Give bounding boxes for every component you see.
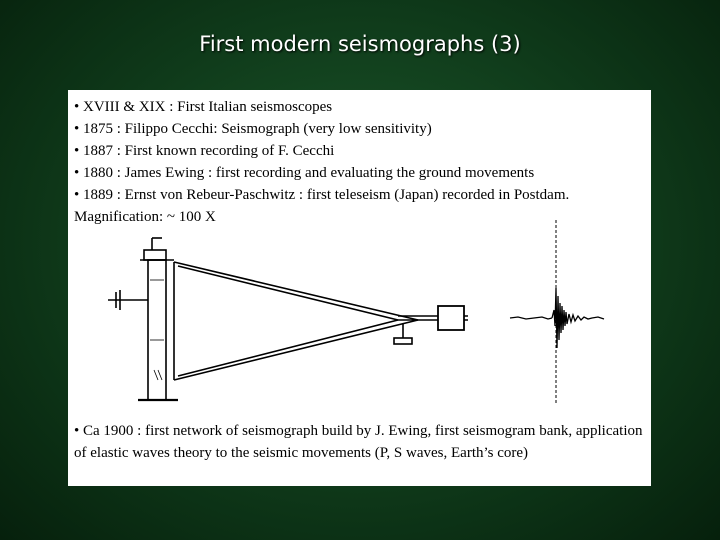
bullet-item: • 1889 : Ernst von Rebeur-Paschwitz : first teleseism (Japan) recorded in Postdam. Magnification: ~ 100 X bbox=[74, 187, 570, 225]
bullet-item: • 1875 : Filippo Cecchi: Seismograph (very low sensitivity) bbox=[74, 121, 432, 137]
bullet-item: • XVIII & XIX : First Italian seismoscopes bbox=[74, 99, 333, 115]
bullet-item: • 1880 : James Ewing : first recording and evaluating the ground movements bbox=[74, 165, 535, 181]
seismogram-trace bbox=[504, 218, 644, 408]
bullet-list bbox=[74, 96, 646, 228]
bottom-bullet: • Ca 1900 : first network of seismograph build by J. Ewing, first seismogram bank, application of elastic waves theory to the seismic movements (P, S waves, Earth’s core) bbox=[74, 423, 643, 461]
seismograph-drawing bbox=[98, 220, 478, 405]
slide-title: First modern seismographs (3) bbox=[199, 32, 521, 56]
bullet-item: • 1887 : First known recording of F. Cecchi bbox=[74, 143, 335, 159]
content-panel bbox=[68, 90, 651, 486]
